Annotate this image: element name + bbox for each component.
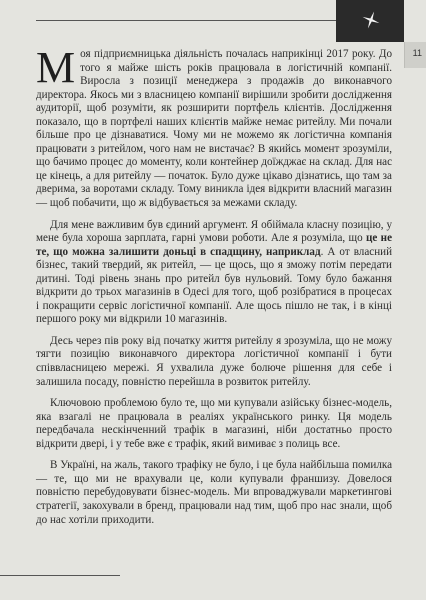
sparkle-icon	[362, 11, 380, 29]
corner-emblem	[336, 0, 404, 42]
paragraph-2-text-start: Для мене важливим був єдиний аргумент. Я обіймала класну позицію, у мене була хороша зарплата, гарні умови роботи. Але я розуміла, що	[36, 218, 392, 245]
drop-cap: М	[36, 43, 76, 92]
paragraph-2-emphasis: це не те, що можна залишити доньці в спадщину, наприклад	[36, 232, 393, 258]
page-number: 11	[412, 48, 422, 58]
paragraph-1	[36, 43, 392, 211]
bottom-rule	[0, 575, 120, 576]
body-text	[36, 43, 393, 535]
paragraph-1-text: оя підприємницька діяльність почалась наприкінці 2017 року. До того я майже шість років працювала в логістичній компанії. Виросла з позиції менеджера з продажів до виконавчого директора. Якось ми з власницею компанії вирішили зробити дослідження аудиторії, щоб розуміти, як розширити портфель клієнтів. Дослідження показало, що в портфелі наших клієнтів майже немає ритейлу. Ми почали більше про це дізнаватися. Чому ми не можемо як логістична компанія працювати з ритейлом, чого нам не вистачає? В якийсь момент зрозуміли, що бачимо процес до моменту, коли контейнер доїжджає на склад. Для нас це кінець, а для ритейлу — початок. Було дуже цікаво дізнатись, що там за дверима, за воротами складу. Тому виникла ідея відкрити власний магазин — щоб побачити, що ж відбувається за межами складу.	[36, 48, 392, 210]
paragraph-2-text-end: . А от власний бізнес, такий твердий, як ритейл, — це щось, що я зможу потім передати дитині. Тоді рівень знань про ритейл був нульовий. Тому було бажання відкрити до трьох магазинів в Одесі для того, щоб розібратися в процесах і покращити сервіс логістичної компанії. Але щось пішло не так, і в кінці першого року ми відкрили 10 магазинів.	[36, 245, 392, 326]
paragraph-3: Десь через пів року від початку життя ритейлу я зрозуміла, що не можу тягти позицію виконавчого директора логістичної компанії і бути співвласницею мережі. Я ухвалила дуже болюче рішення для себе і залишила посаду, повністю перейшла в розвиток ритейлу.	[36, 334, 392, 388]
paragraph-4: Ключовою проблемою було те, що ми купували азійську бізнес-модель, яка взагалі не працювала в реаліях українського ринку. Ця модель передбачала нескінченний трафік в магазині, ніби достатньо просто відкрити двері, і у тебе вже є трафік, який вимиває з полиць все.	[36, 397, 392, 450]
top-rule	[36, 20, 336, 21]
paragraph-2	[36, 219, 392, 327]
paragraph-5: В Україні, на жаль, такого трафіку не було, і це була найбільша помилка — те, що ми не врахували це, коли купували франшизу. Довелося повністю перебудовувати бізнес-модель. Ми впроваджували маркетингові стратегії, закохували в бренд, працювали над тим, щоб про нас знали, щоб до нас хотіли приходити.	[36, 459, 392, 526]
